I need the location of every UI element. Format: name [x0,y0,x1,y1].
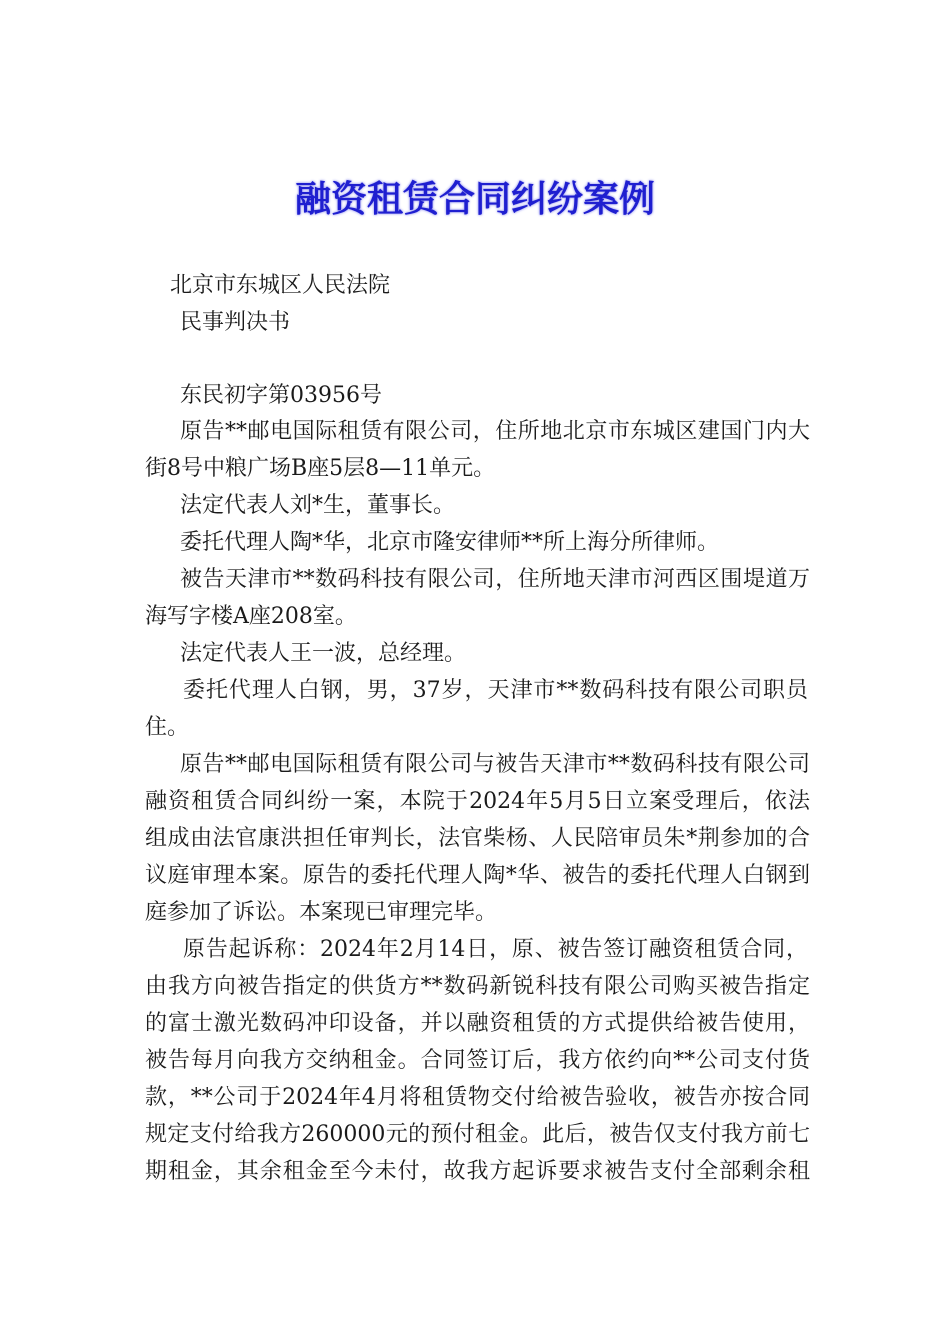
paragraph-line: 住。 [145,715,190,740]
paragraph-line: 议庭审理本案。原告的委托代理人陶*华、被告的委托代理人白钢到 [145,863,810,888]
case-number: 东民初字第03956号 [180,383,382,408]
document-title: 融资租赁合同纠纷案例 [294,179,655,220]
paragraph-line: 法定代表人刘*生，董事长。 [180,493,456,518]
paragraph-line: 委托代理人白钢，男，37岁，天津市**数码科技有限公司职员 [183,678,808,703]
paragraph-line: 规定支付给我方260000元的预付租金。此后，被告仅支付我方前七 [145,1122,810,1147]
paragraph-line: 期租金，其余租金至今未付，故我方起诉要求被告支付全部剩余租 [145,1159,810,1184]
paragraph-line: 原告**邮电国际租赁有限公司与被告天津市**数码科技有限公司 [180,752,810,777]
paragraph-line: 融资租赁合同纠纷一案，本院于2024年5月5日立案受理后，依法 [145,789,810,814]
paragraph-line: 款，**公司于2024年4月将租赁物交付给被告验收，被告亦按合同 [145,1085,810,1110]
document-type: 民事判决书 [180,310,291,335]
paragraph-line: 海写字楼A座208室。 [145,604,357,629]
paragraph-line: 被告每月向我方交纳租金。合同签订后，我方依约向**公司支付货 [145,1048,810,1073]
paragraph-line: 街8号中粮广场B座5层8—11单元。 [145,456,496,481]
paragraph-line: 组成由法官康洪担任审判长，法官柴杨、人民陪审员朱*荆参加的合 [145,826,810,851]
court-name: 北京市东城区人民法院 [170,273,391,298]
paragraph-line: 庭参加了诉讼。本案现已审理完毕。 [145,900,498,925]
paragraph-line: 由我方向被告指定的供货方**数码新锐科技有限公司购买被告指定 [145,974,810,999]
paragraph-line: 原告起诉称：2024年2月14日，原、被告签订融资租赁合同， [183,937,808,962]
paragraph-line: 被告天津市**数码科技有限公司，住所地天津市河西区围堤道万 [180,567,810,592]
paragraph-line: 法定代表人王一波，总经理。 [180,641,467,666]
paragraph-line: 原告**邮电国际租赁有限公司，住所地北京市东城区建国门内大 [180,419,810,444]
paragraph-line: 委托代理人陶*华，北京市隆安律师**所上海分所律师。 [180,530,720,555]
paragraph-line: 的富士激光数码冲印设备，并以融资租赁的方式提供给被告使用， [145,1011,810,1036]
